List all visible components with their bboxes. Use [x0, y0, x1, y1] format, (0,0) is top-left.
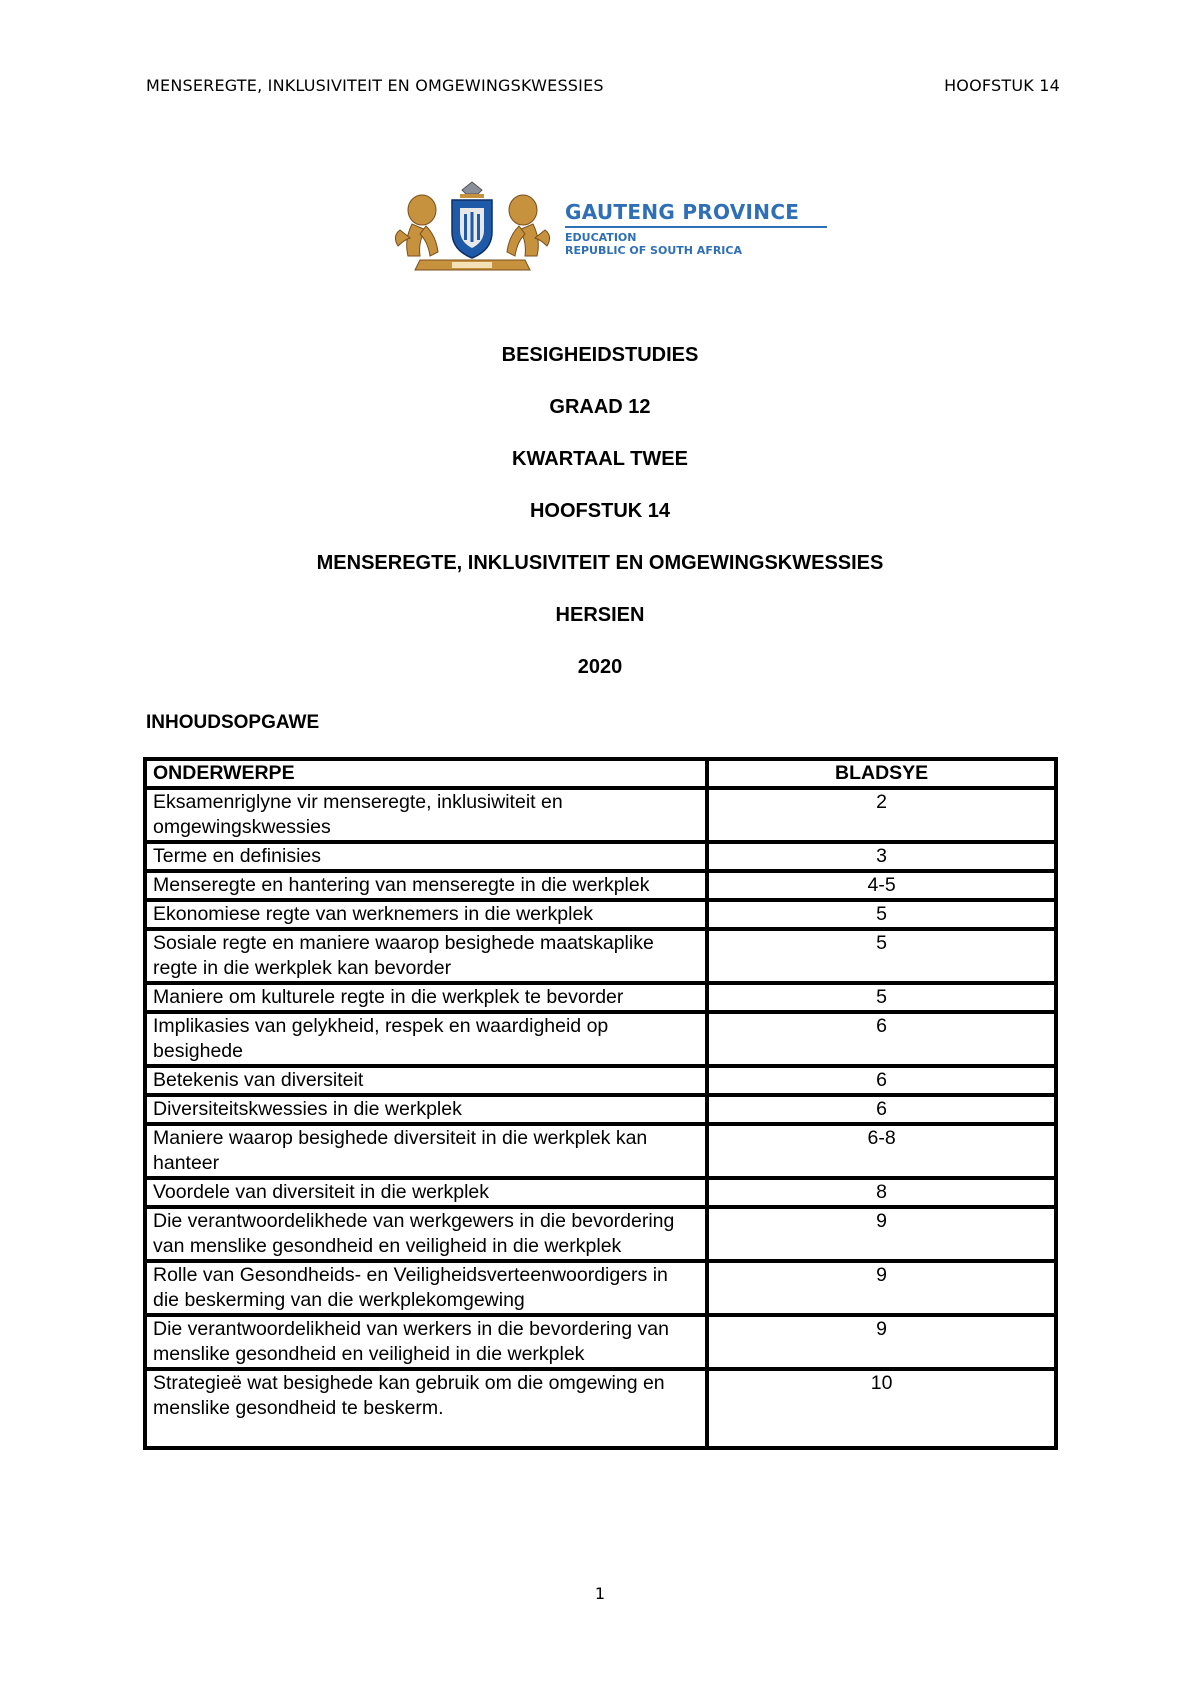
toc-pages: 5 — [707, 983, 1056, 1012]
toc-pages: 9 — [707, 1261, 1056, 1315]
title-grade: GRAAD 12 — [549, 396, 651, 418]
coat-of-arms-icon — [390, 180, 555, 276]
table-row — [145, 1207, 1056, 1261]
table-row — [145, 1315, 1056, 1369]
toc-pages: 3 — [707, 842, 1056, 871]
toc-topic: Die verantwoordelikhede van werkgewers in die bevordering van menslike gesondheid en veiligheid in die werkplek — [145, 1207, 707, 1261]
toc-pages: 9 — [707, 1315, 1056, 1369]
title-subject: BESIGHEIDSTUDIES — [501, 344, 699, 366]
toc-topic: Betekenis van diversiteit — [145, 1066, 707, 1095]
gauteng-logo — [390, 178, 830, 278]
toc-pages: 2 — [707, 788, 1056, 842]
toc-pages: 8 — [707, 1178, 1056, 1207]
toc-topic: Menseregte en hantering van menseregte in die werkplek — [145, 871, 707, 900]
toc-topic: Ekonomiese regte van werknemers in die werkplek — [145, 900, 707, 929]
toc-topic: Maniere waarop besighede diversiteit in die werkplek kan hanteer — [145, 1124, 707, 1178]
table-row — [145, 1369, 1056, 1448]
table-row — [145, 1012, 1056, 1066]
toc-pages: 6 — [707, 1012, 1056, 1066]
logo-country: REPUBLIC OF SOUTH AFRICA — [565, 243, 742, 257]
title-chapter: HOOFSTUK 14 — [529, 500, 671, 522]
toc-topic: Voordele van diversiteit in die werkplek — [145, 1178, 707, 1207]
table-row — [145, 871, 1056, 900]
toc-pages: 5 — [707, 929, 1056, 983]
toc-column-pages: BLADSYE — [707, 759, 1056, 788]
table-row — [145, 983, 1056, 1012]
toc-table — [143, 757, 1058, 1450]
toc-topic: Implikasies van gelykheid, respek en waardigheid op besighede — [145, 1012, 707, 1066]
table-row — [145, 842, 1056, 871]
toc-header-row — [145, 759, 1056, 788]
table-row — [145, 929, 1056, 983]
header-chapter-number: HOOFSTUK 14 — [944, 76, 1060, 95]
toc-pages: 10 — [707, 1369, 1056, 1448]
toc-topic: Die verantwoordelikheid van werkers in die bevordering van menslike gesondheid en veiligheid in die werkplek — [145, 1315, 707, 1369]
page-number: 1 — [594, 1584, 606, 1603]
toc-topic: Terme en definisies — [145, 842, 707, 871]
toc-topic: Strategieë wat besighede kan gebruik om die omgewing en menslike gesondheid te beskerm. — [145, 1369, 707, 1448]
toc-pages: 9 — [707, 1207, 1056, 1261]
logo-wordmark — [565, 200, 827, 257]
title-topic: MENSEREGTE, INKLUSIVITEIT EN OMGEWINGSKWESSIES — [316, 552, 884, 574]
toc-topic: Maniere om kulturele regte in die werkplek te bevorder — [145, 983, 707, 1012]
toc-pages: 5 — [707, 900, 1056, 929]
toc-topic: Eksamenriglyne vir menseregte, inklusiwiteit en omgewingskwessies — [145, 788, 707, 842]
header-chapter-title: MENSEREGTE, INKLUSIVITEIT EN OMGEWINGSKWESSIES — [146, 76, 604, 95]
table-row — [145, 1261, 1056, 1315]
toc-pages: 6-8 — [707, 1124, 1056, 1178]
toc-pages: 4-5 — [707, 871, 1056, 900]
title-year: 2020 — [577, 656, 623, 678]
toc-column-topics: ONDERWERPE — [145, 759, 707, 788]
toc-pages: 6 — [707, 1066, 1056, 1095]
table-row — [145, 788, 1056, 842]
table-row — [145, 1178, 1056, 1207]
logo-province-name: GAUTENG PROVINCE — [565, 200, 827, 228]
toc-topic: Rolle van Gesondheids- en Veiligheidsverteenwoordigers in die beskerming van die werkplekomgewing — [145, 1261, 707, 1315]
title-revision: HERSIEN — [555, 604, 645, 626]
toc-pages: 6 — [707, 1095, 1056, 1124]
table-row — [145, 900, 1056, 929]
table-row — [145, 1066, 1056, 1095]
logo-department: EDUCATION — [565, 230, 637, 244]
table-row — [145, 1124, 1056, 1178]
toc-heading: INHOUDSOPGAWE — [146, 712, 320, 733]
table-row — [145, 1095, 1056, 1124]
title-term: KWARTAAL TWEE — [512, 448, 688, 470]
toc-topic: Diversiteitskwessies in die werkplek — [145, 1095, 707, 1124]
title-block — [0, 343, 1200, 707]
toc-topic: Sosiale regte en maniere waarop besighede maatskaplike regte in die werkplek kan bevorder — [145, 929, 707, 983]
running-header — [146, 76, 1060, 95]
